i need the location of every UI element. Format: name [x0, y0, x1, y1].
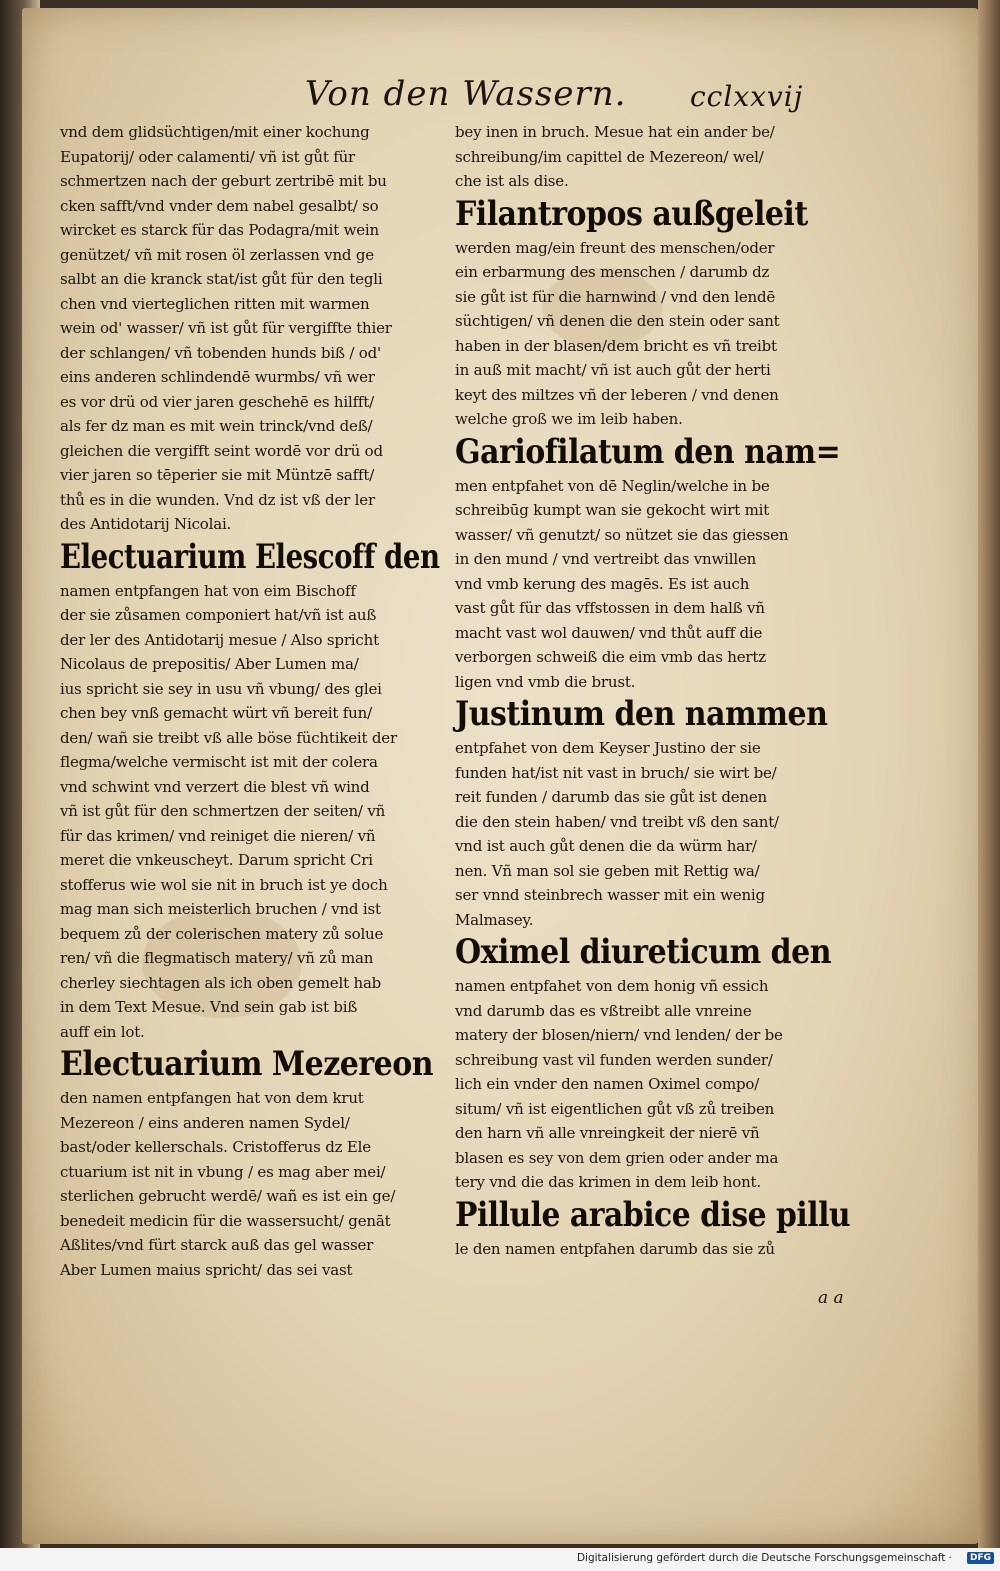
- entry-heading: Filantropos außgeleit: [455, 194, 808, 234]
- text-line: situm/ vñ ist eigentlichen gůt vß zů treiben: [455, 1099, 775, 1118]
- text-line: bequem zů der colerischen matery zů solue: [60, 924, 384, 943]
- text-line: meret die vnkeuscheyt. Darum spricht Cri: [60, 851, 373, 869]
- entry-heading: Oximel diureticum den: [455, 932, 832, 973]
- text-line: verborgen schweiß die eim vmb das hertz: [455, 648, 766, 666]
- text-line: benedeit medicin für die wassersucht/ genāt: [60, 1211, 391, 1230]
- text-line: schreibung vast vil funden werden sunder/: [455, 1050, 773, 1069]
- text-line: keyt des miltzes vñ der leberen / vnd denen: [455, 385, 779, 404]
- text-line: mag man sich meisterlich bruchen / vnd ist: [60, 900, 381, 918]
- text-line: wein od' wasser/ vñ ist gůt für vergiffte thier: [60, 319, 392, 337]
- text-line: werden mag/ein freunt des menschen/oder: [455, 238, 775, 257]
- right-text-column: [455, 120, 850, 1261]
- entry-heading: Gariofilatum den nam=: [455, 432, 841, 472]
- text-entry: [60, 1044, 440, 1282]
- text-line: schmertzen nach der geburt zertribē mit bu: [60, 172, 387, 190]
- text-line: haben in der blasen/dem bricht es vñ treibt: [455, 336, 777, 355]
- signature-mark: a a: [818, 1288, 844, 1308]
- text-line: wircket es starck für das Podagra/mit wein: [60, 221, 379, 239]
- text-line: vnd vmb kerung des magēs. Es ist auch: [455, 574, 750, 593]
- text-line: thů es in die wunden. Vnd dz ist vß der ler: [60, 490, 375, 509]
- text-line: ein erbarmung des menschen / darumb dz: [455, 263, 770, 281]
- text-line: chen vnd vierteglichen ritten mit warmen: [60, 294, 370, 313]
- text-line: für das krimen/ vnd reiniget die nieren/ vñ: [60, 826, 376, 845]
- text-line: in den mund / vnd vertreibt das vnwillen: [455, 550, 757, 568]
- text-line: eins anderen schlindendē wurmbs/ vñ wer: [60, 368, 375, 386]
- text-line: vñ ist gůt für den schmertzen der seiten/ vñ: [60, 802, 386, 820]
- text-line: des Antidotarij Nicolai.: [60, 515, 232, 533]
- text-line: vier jaren so tēperier sie mit Müntzē safft/: [60, 466, 375, 484]
- text-line: ctuarium ist nit in vbung / es mag aber mei/: [60, 1162, 386, 1181]
- text-line: cherley siechtagen als ich oben gemelt hab: [60, 973, 382, 992]
- dfg-logo: DFG: [967, 1552, 994, 1564]
- text-line: als fer dz man es mit wein trinck/vnd deß/: [60, 417, 373, 435]
- text-line: vast gůt für das vffstossen in dem halß vñ: [455, 599, 765, 617]
- entry-heading: Pillule arabice dise pillu: [455, 1195, 851, 1235]
- text-line: salbt an die kranck stat/ist gůt für den tegli: [60, 270, 383, 288]
- text-line: Aßlites/vnd fürt starck auß das gel wasser: [60, 1236, 374, 1254]
- text-entry: [455, 932, 850, 1195]
- right-page-edge: [978, 0, 1000, 1571]
- text-line: schreibung/im capittel de Mezereon/ wel/: [455, 147, 764, 166]
- text-entry: [455, 432, 850, 695]
- text-entry: [60, 537, 440, 1045]
- text-line: wasser/ vñ genutzt/ so nützet sie das giessen: [455, 525, 789, 544]
- text-line: reit funden / darumb das sie gůt ist denen: [455, 788, 767, 806]
- text-line: Aber Lumen maius spricht/ das sei vast: [60, 1260, 353, 1279]
- text-line: welche groß we im leib haben.: [455, 410, 683, 428]
- text-line: genützet/ vñ mit rosen öl zerlassen vnd ge: [60, 245, 374, 264]
- text-line: schreibūg kumpt wan sie gekocht wirt mit: [455, 501, 770, 519]
- text-line: sterlichen gebrucht werdē/ wañ es ist ein ge/: [60, 1187, 396, 1205]
- text-line: bey inen in bruch. Mesue hat ein ander be/: [455, 123, 775, 141]
- text-line: chen bey vnß gemacht würt vñ bereit fun/: [60, 704, 372, 722]
- text-line: Nicolaus de prepositis/ Aber Lumen ma/: [60, 655, 359, 673]
- text-line: ser vnnd steinbrech wasser mit ein wenig: [455, 886, 765, 904]
- text-line: der ler des Antidotarij mesue / Also spricht: [60, 630, 379, 649]
- text-line: funden hat/ist nit vast in bruch/ sie wirt be/: [455, 763, 777, 782]
- text-line: ius spricht sie sey in usu vñ vbung/ des glei: [60, 679, 382, 698]
- text-line: den namen entpfangen hat von dem krut: [60, 1089, 364, 1107]
- text-line: ligen vnd vmb die brust.: [455, 672, 636, 691]
- text-entry: [455, 194, 850, 432]
- text-entry: [455, 1195, 850, 1262]
- text-line: vnd schwint vnd verzert die blest vñ wind: [60, 777, 370, 796]
- text-line: macht vast wol dauwen/ vnd thůt auff die: [455, 623, 763, 642]
- text-entry: [455, 694, 850, 932]
- text-line: che ist als dise.: [455, 172, 569, 190]
- text-line: Eupatorij/ oder calamenti/ vñ ist gůt für: [60, 147, 356, 166]
- text-line: ren/ vñ die flegmatisch matery/ vñ zů man: [60, 949, 374, 967]
- text-line: süchtigen/ vñ denen die den stein oder sant: [455, 312, 780, 330]
- text-entry: [455, 120, 850, 194]
- text-line: Mezereon / eins anderen namen Sydel/: [60, 1113, 350, 1132]
- text-line: flegma/welche vermischt ist mit der colera: [60, 753, 378, 771]
- text-line: matery der blosen/niern/ vnd lenden/ der be: [455, 1026, 783, 1044]
- text-line: bast/oder kellerschals. Cristofferus dz Ele: [60, 1138, 371, 1156]
- text-line: lich ein vnder den namen Oximel compo/: [455, 1075, 760, 1093]
- text-line: Malmasey.: [455, 910, 534, 929]
- text-line: le den namen entpfahen darumb das sie zů: [455, 1239, 775, 1258]
- text-line: sie gůt ist für die harnwind / vnd den lendē: [455, 287, 776, 306]
- text-line: den harn vñ alle vnreingkeit der nierē vñ: [455, 1124, 760, 1142]
- text-line: es vor drü od vier jaren geschehē es hilfft/: [60, 392, 374, 411]
- text-line: cken safft/vnd vnder dem nabel gesalbt/ so: [60, 196, 379, 215]
- text-line: vnd darumb das es vßtreibt alle vnreine: [455, 1001, 752, 1020]
- text-line: den/ wañ sie treibt vß alle böse füchtikeit der: [60, 728, 397, 747]
- text-line: vnd dem glidsüchtigen/mit einer kochung: [60, 123, 370, 141]
- text-line: entpfahet von dem Keyser Justino der sie: [455, 739, 761, 757]
- text-line: men entpfahet von dē Neglin/welche in be: [455, 476, 770, 495]
- running-head-title: Von den Wassern.: [305, 74, 627, 114]
- text-line: namen entpfangen hat von eim Bischoff: [60, 581, 356, 600]
- text-line: tery vnd die das krimen in dem leib hont.: [455, 1173, 761, 1191]
- entry-heading: Electuarium Elescoff den: [60, 537, 440, 577]
- text-line: der sie zůsamen componiert hat/vñ ist auß: [60, 606, 377, 624]
- text-line: in dem Text Mesue. Vnd sein gab ist biß: [60, 998, 358, 1016]
- text-line: blasen es sey von dem grien oder ander ma: [455, 1148, 779, 1167]
- entry-heading: Justinum den nammen: [455, 694, 828, 735]
- text-line: namen entpfahet von dem honig vñ essich: [455, 977, 769, 995]
- text-line: gleichen die vergifft seint wordē vor drü od: [60, 441, 383, 460]
- folio-number: cclxxvij: [690, 80, 804, 113]
- text-line: auff ein lot.: [60, 1022, 145, 1041]
- entry-heading: Electuarium Mezereon: [60, 1044, 434, 1085]
- text-line: nen. Vñ man sol sie geben mit Rettig wa/: [455, 861, 760, 880]
- text-line: in auß mit macht/ vñ ist auch gůt der herti: [455, 361, 771, 379]
- text-line: vnd ist auch gůt denen die da würm har/: [455, 837, 757, 855]
- text-entry: [60, 120, 440, 537]
- text-line: der schlangen/ vñ tobenden hunds biß / od': [60, 343, 381, 362]
- footer-credit: Digitalisierung gefördert durch die Deutsche Forschungsgemeinschaft ·: [576, 1552, 952, 1564]
- text-line: stofferus wie wol sie nit in bruch ist ye doch: [60, 875, 388, 894]
- text-line: die den stein haben/ vnd treibt vß den sant/: [455, 812, 779, 831]
- left-text-column: [60, 120, 440, 1282]
